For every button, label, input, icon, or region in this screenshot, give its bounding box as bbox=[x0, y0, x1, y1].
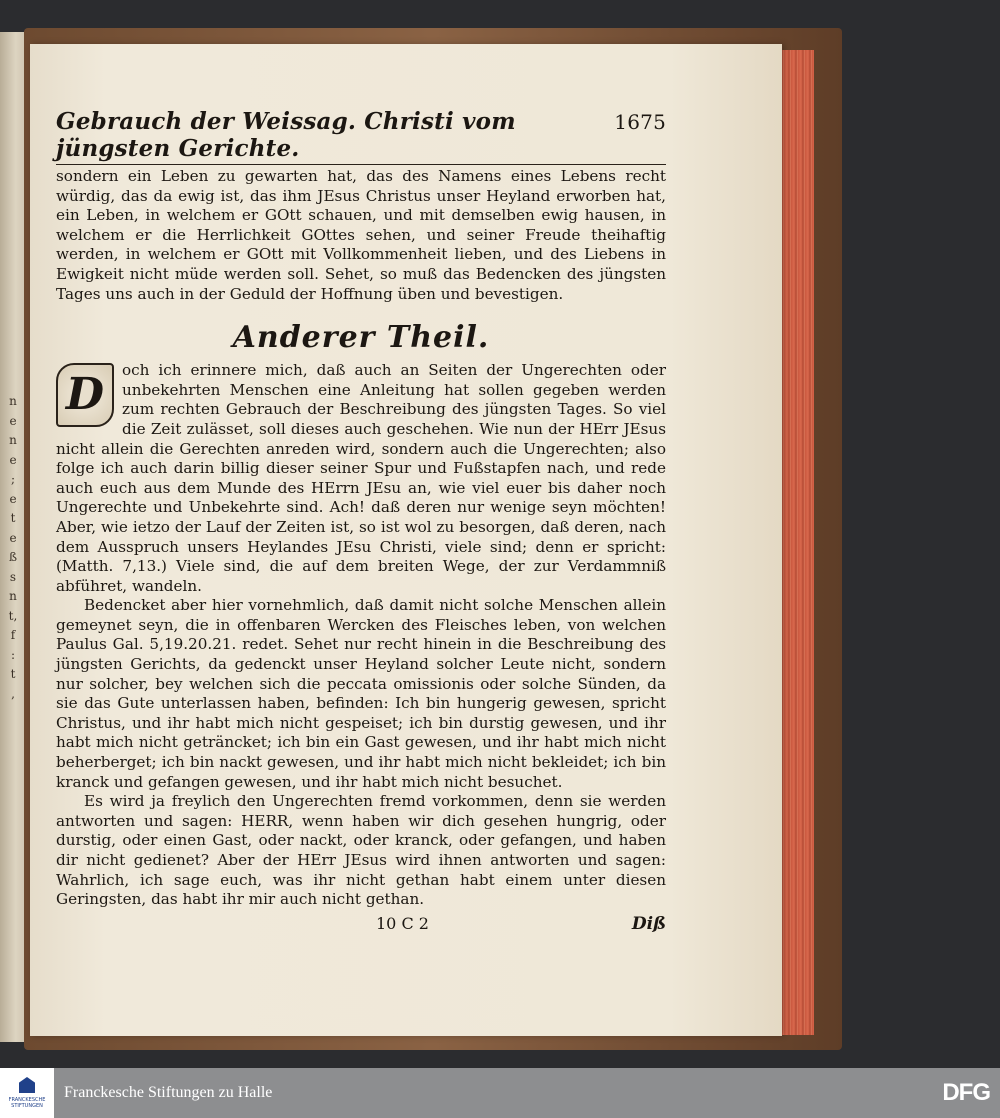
paragraph: och ich erinnere mich, daß auch an Seiten der Ungerechten oder unbekehrten Menschen eine Anleitung hat sollen gegeben werden zum rechten Gebrauch der Beschreibung des jüngsten Tages. So viel die Zeit zulässet, soll dieses auch geschehen. Wie nun der HErr JEsus nicht allein die Gerechten anreden wird, sondern auch die Ungerechten; also folge ich auch darin billig dieser seiner Spur und Fußstapfen nach, und rede auch euch aus dem Munde des HErrn JEsu an, wie viel euer bis daher noch Ungerechte und Unbekehrte sind. Ach! daß deren nur wenige seyn möchten! Aber, wie ietzo der Lauf der Zeiten ist, so ist wol zu besorgen, daß deren, nach dem Ausspruch unsers Heylandes JEsu Christi, viele sind; denn er spricht: (Matth. 7,13.) Viele sind, die auf dem breiten Wege, der zur Verdammniß abführet, wandeln. bbox=[56, 361, 666, 595]
left-page-strip bbox=[0, 32, 26, 1042]
text-block bbox=[56, 108, 666, 934]
signature-line bbox=[56, 914, 666, 934]
franckesche-logo[interactable] bbox=[0, 1068, 54, 1118]
running-head-title: Gebrauch der Weissag. Christi vom jüngsten Gerichte. bbox=[56, 108, 516, 162]
page-number: 1675 bbox=[614, 110, 666, 134]
paragraph: Es wird ja freylich den Ungerechten fremd vorkommen, denn sie werden antworten und sagen: HERR, wenn haben wir dich gesehen hungrig, oder durstig, oder einen Gast, oder nackt, oder kranck, oder gefangen, und haben dir nicht gedienet? Aber der HErr JEsus wird ihnen antworten und sagen: Wahrlich, ich sage euch, was ihr nicht gethan habt einem unter diesen Geringsten, das habt ihr mir auch nicht gethan. bbox=[56, 792, 666, 909]
paragraph-with-initial bbox=[56, 361, 666, 596]
logo-text: FRANCKESCHE STIFTUNGEN bbox=[8, 1097, 46, 1109]
left-page-margin-letters: n e n e ; e t e ß s n t, f : t , bbox=[8, 394, 18, 701]
book-page bbox=[30, 44, 782, 1036]
paragraph: Bedencket aber hier vornehmlich, daß damit nicht solche Menschen allein gemeynet seyn, die in offenbaren Wercken des Fleisches leben, von welchen Paulus Gal. 5,19.20.21. redet. Sehet nur recht hinein in die Beschreibung des jüngsten Gerichts, da gedenckt unser Heyland solcher Leute nicht, sondern nur solcher, bey welchen sich die peccata omissionis oder solche Sünden, da sie das Gute unterlassen haben, befinden: Ich bin hungerig gewesen, spricht Christus, und ihr habt mich nicht gespeiset; ich bin durstig gewesen, und ihr habt mich nicht geträncket; ich bin ein Gast gewesen, und ihr habt mich nicht beherberget; ich bin nackt gewesen, und ihr habt mich nicht bekleidet; ich bin kranck und gefangen gewesen, und ihr habt mich nicht besuchet. bbox=[56, 596, 666, 791]
signature-mark: 10 C 2 bbox=[376, 913, 429, 933]
institution-name: Franckesche Stiftungen zu Halle bbox=[64, 1084, 273, 1101]
footer-bar bbox=[0, 1068, 1000, 1118]
running-head bbox=[56, 108, 666, 165]
building-icon bbox=[16, 1077, 38, 1097]
dfg-logo[interactable]: DFG bbox=[942, 1079, 990, 1106]
catchword: Diß bbox=[631, 913, 666, 934]
paragraph: sondern ein Leben zu gewarten hat, das des Namens eines Lebens recht würdig, das da ewig ist, das ihm JEsus Christus unser Heyland erworben hat, ein Leben, in welchem er GOtt schauen, und mit demselben ewig hausen, in welchem er die Herrlichkeit GOttes sehen, und seiner Freude theihaftig werden, in welchem er GOtt mit Vollkommenheit lieben, und des Liebens in Ewigkeit nicht müde werden soll. Sehet, so muß das Bedencken des jüngsten Tages uns auch in der Geduld der Hoffnung üben und bevestigen. bbox=[56, 167, 666, 303]
ornamental-initial: D bbox=[56, 363, 114, 427]
section-heading: Anderer Theil. bbox=[232, 320, 490, 356]
